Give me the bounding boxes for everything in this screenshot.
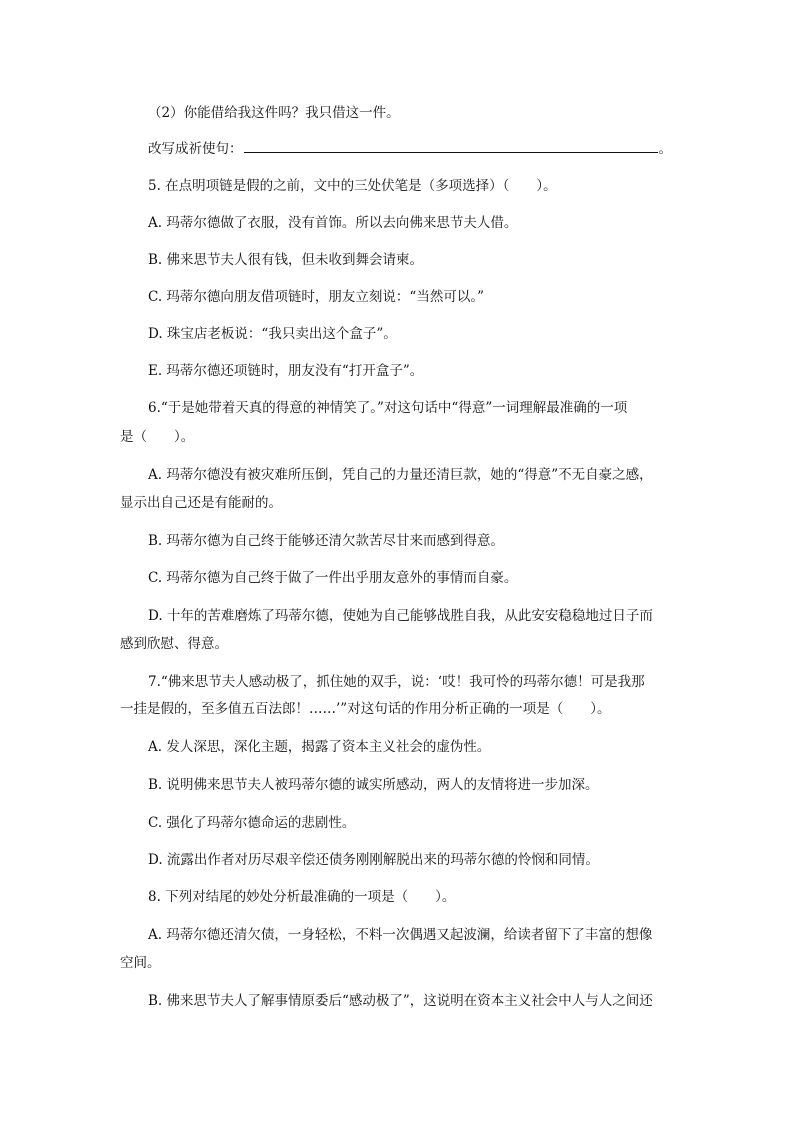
q6-stem-line1: 6.“于是她带着天真的得意的神情笑了。”对这句话中“得意”一词理解最准确的一项 [148,400,628,416]
q7-stem-line2: 一挂是假的，至多值五百法郎！……’”对这句话的作用分析正确的一项是（ ）。 [120,701,611,717]
q7-option-c: C. 强化了玛蒂尔德命运的悲剧性。 [148,815,356,831]
answer-blank[interactable] [244,140,658,153]
q6-option-a-line2: 显示出自己还是有能耐的。 [120,495,282,511]
rewrite-end: 。 [658,141,672,157]
q8-option-a-line2: 空间。 [120,955,161,971]
q5-stem: 5. 在点明项链是假的之前，文中的三处伏笔是（多项选择）（ ）。 [148,178,557,194]
q4-rewrite-line [148,140,672,158]
q6-option-b: B. 玛蒂尔德为自己终于能够还清欠款苦尽甘来而感到得意。 [148,533,505,549]
q5-option-d: D. 珠宝店老板说：“我只卖出这个盒子”。 [148,326,397,342]
q8-option-a-line1: A. 玛蒂尔德还清欠债，一身轻松，不料一次偶遇又起波澜，给读者留下了丰富的想像 [148,927,653,943]
q7-option-a: A. 发人深思，深化主题，揭露了资本主义社会的虚伪性。 [148,739,491,755]
q5-option-b: B. 佛来思节夫人很有钱，但未收到舞会请柬。 [148,252,424,268]
q7-stem-line1: 7.“佛来思节夫人感动极了，抓住她的双手，说：‘哎！我可怜的玛蒂尔德！可是我那 [148,674,645,690]
q6-stem-line2: 是（ ）。 [120,429,195,445]
q6-option-c: C. 玛蒂尔德为自己终于做了一件出乎朋友意外的事情而自豪。 [148,570,518,586]
q6-option-d-line2: 感到欣慰、得意。 [120,636,228,652]
q8-stem: 8. 下列对结尾的妙处分析最准确的一项是（ ）。 [148,889,456,905]
q5-option-a: A. 玛蒂尔德做了衣服，没有首饰。所以去向佛来思节夫人借。 [148,215,518,231]
q7-option-b: B. 说明佛来思节夫人被玛蒂尔德的诚实所感动，两人的友情将进一步加深。 [148,777,599,793]
q7-option-d: D. 流露出作者对历尽艰辛偿还债务刚刚解脱出来的玛蒂尔德的怜悯和同情。 [148,852,599,868]
q6-option-d-line1: D. 十年的苦难磨炼了玛蒂尔德，使她为自己能够战胜自我，从此安安稳稳地过日子而 [148,608,653,624]
q6-option-a-line1: A. 玛蒂尔德没有被灾难所压倒，凭自己的力量还清巨款，她的“得意”不无自豪之感， [148,467,653,483]
q8-option-b-line1: B. 佛来思节夫人了解事情原委后“感动极了”，这说明在资本主义社会中人与人之间还 [148,993,653,1009]
rewrite-label: 改写成祈使句： [148,141,243,157]
q5-option-e: E. 玛蒂尔德还项链时，朋友没有“打开盒子”。 [148,363,424,379]
q5-option-c: C. 玛蒂尔德向朋友借项链时，朋友立刻说：“当然可以。” [148,289,484,305]
q4-subquestion-2: （2）你能借给我这件吗？我只借这一件。 [148,105,400,121]
